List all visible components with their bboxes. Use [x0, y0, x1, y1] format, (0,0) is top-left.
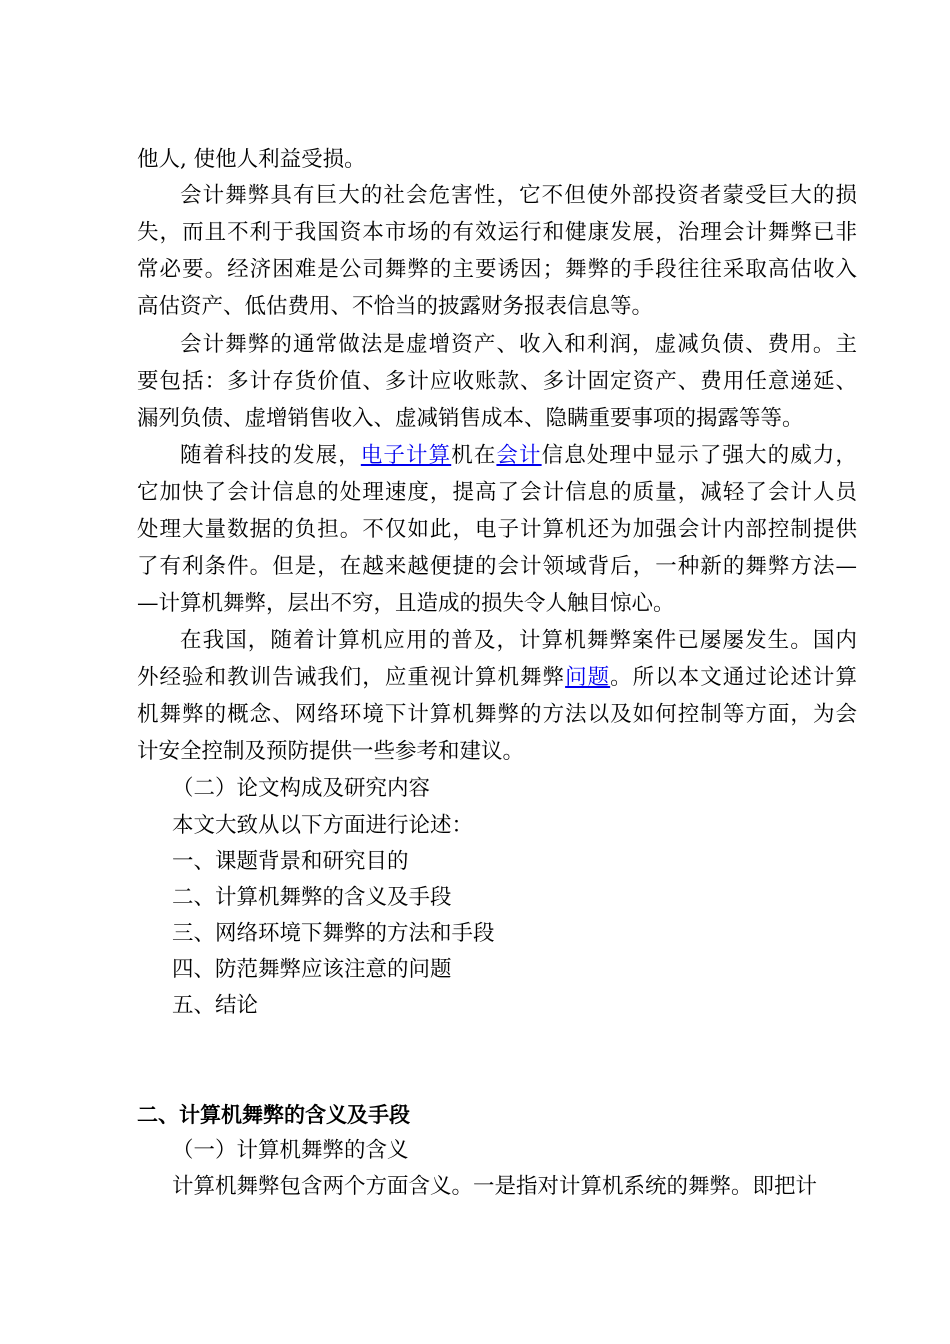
link-accounting[interactable]: 会计: [496, 443, 542, 468]
text-run: 机在: [451, 443, 497, 468]
paragraph-line: 了有利条件。但是，在越来越便捷的会计领域背后，一种新的舞弊方法—: [137, 554, 857, 579]
section-subheading: （二）论文构成及研究内容: [172, 776, 431, 801]
paragraph-line: —计算机舞弊，层出不穷，且造成的损失令人触目惊心。: [137, 591, 675, 616]
paragraph-line: 会计舞弊的通常做法是虚增资产、收入和利润，虚减负债、费用。主: [180, 332, 857, 357]
outline-item: 二、计算机舞弊的含义及手段: [172, 885, 452, 910]
paragraph-line: 会计舞弊具有巨大的社会危害性，它不但使外部投资者蒙受巨大的损: [180, 183, 857, 208]
paragraph-line: 机舞弊的概念、网络环境下计算机舞弊的方法以及如何控制等方面，为会: [137, 702, 857, 727]
text-run: 信息处理中显示了强大的威力，: [541, 443, 857, 468]
link-electronic-computer[interactable]: 电子计算: [360, 443, 452, 468]
text-run: 。所以本文通过论述计算: [610, 665, 857, 690]
text-run: 随着科技的发展，: [180, 443, 361, 468]
paragraph-line: 漏列负债、虚增销售收入、虚减销售成本、隐瞒重要事项的揭露等等。: [137, 406, 804, 431]
paragraph-line: 计安全控制及预防提供一些参考和建议。: [137, 739, 525, 764]
paragraph-line: 常必要。经济困难是公司舞弊的主要诱因；舞弊的手段往往采取高估收入: [137, 257, 857, 282]
link-problem[interactable]: 问题: [565, 665, 611, 690]
outline-item: 一、课题背景和研究目的: [172, 849, 409, 874]
outline-item: 三、网络环境下舞弊的方法和手段: [172, 921, 495, 946]
paragraph-line: [137, 663, 857, 693]
paragraph-line: 失，而且不利于我国资本市场的有效运行和健康发展，治理会计舞弊已非: [137, 220, 857, 245]
outline-intro: 本文大致从以下方面进行论述：: [172, 813, 474, 838]
chapter-heading: 二、计算机舞弊的含义及手段: [137, 1103, 410, 1127]
outline-item: 四、防范舞弊应该注意的问题: [172, 957, 452, 982]
paragraph-line: 它加快了会计信息的处理速度，提高了会计信息的质量，减轻了会计人员: [137, 480, 857, 505]
paragraph-line: 处理大量数据的负担。不仅如此，电子计算机还为加强会计内部控制提供: [137, 517, 857, 542]
paragraph-line: 他人, 使他人利益受损。: [137, 147, 366, 172]
paragraph-line: 计算机舞弊包含两个方面含义。一是指对计算机系统的舞弊。即把计: [172, 1174, 818, 1199]
paragraph-line: [180, 441, 857, 471]
chapter-subheading: （一）计算机舞弊的含义: [172, 1138, 409, 1163]
outline-item: 五、结论: [172, 993, 259, 1018]
paragraph-line: 在我国，随着计算机应用的普及，计算机舞弊案件已屡屡发生。国内: [180, 628, 857, 653]
paragraph-line: 高估资产、低估费用、不恰当的披露财务报表信息等。: [137, 294, 654, 319]
text-run: 外经验和教训告诫我们，应重视计算机舞弊: [137, 665, 566, 690]
paragraph-line: 要包括：多计存货价值、多计应收账款、多计固定资产、费用任意递延、: [137, 369, 857, 394]
